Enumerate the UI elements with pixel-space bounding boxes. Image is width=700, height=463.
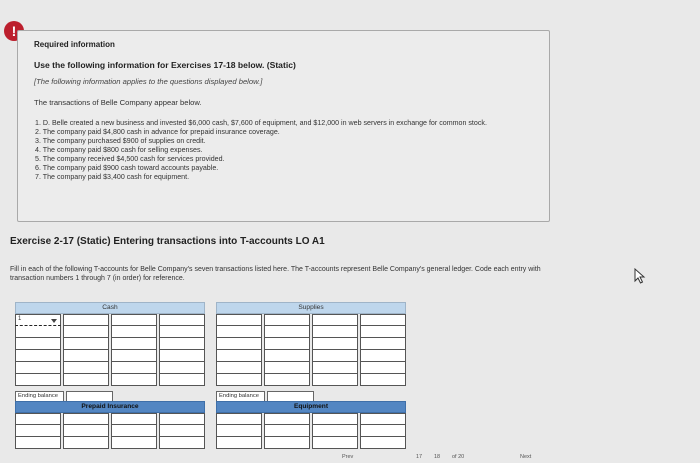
transaction-number: 1 xyxy=(18,316,22,322)
supplies-debit-amount[interactable] xyxy=(264,350,310,362)
cash-credit-amount-column xyxy=(159,314,205,386)
prepaid-credit-amount[interactable] xyxy=(159,413,205,425)
cash-credit-column xyxy=(111,314,157,386)
supplies-debit-amount[interactable] xyxy=(264,326,310,338)
equipment-debit-cell[interactable] xyxy=(216,425,262,437)
cash-debit-row-1-select[interactable] xyxy=(15,314,61,326)
cash-credit-cell[interactable] xyxy=(111,362,157,374)
prepaid-debit-cell[interactable] xyxy=(15,437,61,449)
cash-credit-cell[interactable] xyxy=(111,326,157,338)
cash-debit-amount[interactable] xyxy=(63,374,109,386)
supplies-credit-amount[interactable] xyxy=(360,374,406,386)
cash-credit-cell[interactable] xyxy=(111,374,157,386)
t-account-header-equipment: Equipment xyxy=(216,401,406,413)
t-account-equipment xyxy=(216,401,406,449)
cash-debit-cell[interactable] xyxy=(15,326,61,338)
cash-credit-amount[interactable] xyxy=(159,350,205,362)
cash-debit-amount[interactable] xyxy=(63,314,109,326)
cash-debit-column xyxy=(15,314,61,386)
cash-credit-cell[interactable] xyxy=(111,314,157,326)
alert-icon: ! xyxy=(4,21,24,41)
t-account-header-cash: Cash xyxy=(15,302,205,314)
supplies-credit-amount[interactable] xyxy=(360,350,406,362)
prepaid-credit-cell[interactable] xyxy=(111,437,157,449)
t-account-prepaid-insurance xyxy=(15,401,205,449)
transaction-item: 1. D. Belle created a new business and invested $6,000 cash, $7,600 of equipment, and $12,000 in web servers in exchange for common stock. xyxy=(35,119,487,127)
supplies-credit-amount[interactable] xyxy=(360,338,406,350)
supplies-debit-amount[interactable] xyxy=(264,362,310,374)
question-navigation-bar xyxy=(330,451,700,463)
supplies-debit-amount[interactable] xyxy=(264,374,310,386)
prepaid-credit-amount[interactable] xyxy=(159,425,205,437)
supplies-credit-cell[interactable] xyxy=(312,338,358,350)
equipment-credit-cell[interactable] xyxy=(312,425,358,437)
information-note: [The following information applies to the questions displayed below.] xyxy=(34,77,263,86)
cash-debit-amount[interactable] xyxy=(63,326,109,338)
transaction-item: 4. The company paid $800 cash for selling expenses. xyxy=(35,146,203,154)
equipment-credit-cell[interactable] xyxy=(312,437,358,449)
prev-button[interactable]: Prev xyxy=(342,454,354,460)
equipment-debit-amount[interactable] xyxy=(264,425,310,437)
cash-credit-cell[interactable] xyxy=(111,350,157,362)
prepaid-debit-amount[interactable] xyxy=(63,413,109,425)
transactions-intro: The transactions of Belle Company appear below. xyxy=(34,98,202,107)
supplies-debit-cell[interactable] xyxy=(216,362,262,374)
t-account-header-supplies: Supplies xyxy=(216,302,406,314)
supplies-debit-cell[interactable] xyxy=(216,350,262,362)
transaction-item: 6. The company paid $900 cash toward accounts payable. xyxy=(35,164,219,172)
equipment-debit-amount[interactable] xyxy=(264,437,310,449)
next-button[interactable]: Next xyxy=(520,454,532,460)
prepaid-debit-cell[interactable] xyxy=(15,425,61,437)
equipment-debit-cell[interactable] xyxy=(216,437,262,449)
chevron-down-icon[interactable] xyxy=(51,319,57,323)
cash-debit-amount-column xyxy=(63,314,109,386)
cash-credit-amount[interactable] xyxy=(159,326,205,338)
cash-credit-amount[interactable] xyxy=(159,314,205,326)
t-account-supplies xyxy=(216,302,406,402)
required-information-title: Required information xyxy=(34,40,115,49)
transaction-list xyxy=(35,119,525,182)
transaction-item: 2. The company paid $4,800 cash in advance for prepaid insurance coverage. xyxy=(35,128,280,136)
cash-debit-amount[interactable] xyxy=(63,362,109,374)
supplies-debit-cell[interactable] xyxy=(216,314,262,326)
cash-debit-cell[interactable] xyxy=(15,350,61,362)
cash-debit-cell[interactable] xyxy=(15,362,61,374)
supplies-credit-amount[interactable] xyxy=(360,314,406,326)
cash-credit-cell[interactable] xyxy=(111,338,157,350)
equipment-credit-cell[interactable] xyxy=(312,413,358,425)
cash-credit-amount[interactable] xyxy=(159,362,205,374)
required-information-panel xyxy=(17,30,550,222)
use-information-heading: Use the following information for Exercises 17-18 below. (Static) xyxy=(34,60,296,70)
prepaid-credit-cell[interactable] xyxy=(111,425,157,437)
prepaid-credit-cell[interactable] xyxy=(111,413,157,425)
cash-credit-amount[interactable] xyxy=(159,338,205,350)
cash-credit-amount[interactable] xyxy=(159,374,205,386)
page-total: of 20 xyxy=(452,454,465,460)
t-account-cash xyxy=(15,302,205,402)
exercise-instructions: Fill in each of the following T-accounts for Belle Company's seven transactions listed here. The T-accounts represent Belle Company's general ledger. Code each entry with transaction numbers 1 through 7 (in order) for reference. xyxy=(10,266,541,282)
supplies-credit-amount[interactable] xyxy=(360,362,406,374)
supplies-credit-amount[interactable] xyxy=(360,326,406,338)
cash-debit-cell[interactable] xyxy=(15,374,61,386)
cash-debit-cell[interactable] xyxy=(15,338,61,350)
supplies-debit-cell[interactable] xyxy=(216,374,262,386)
supplies-credit-cell[interactable] xyxy=(312,362,358,374)
supplies-debit-amount[interactable] xyxy=(264,338,310,350)
transaction-item: 5. The company received $4,500 cash for services provided. xyxy=(35,155,225,163)
prepaid-debit-amount[interactable] xyxy=(63,425,109,437)
transaction-item: 3. The company purchased $900 of supplies on credit. xyxy=(35,137,206,145)
equipment-credit-amount[interactable] xyxy=(360,425,406,437)
equipment-debit-cell[interactable] xyxy=(216,413,262,425)
equipment-credit-amount[interactable] xyxy=(360,437,406,449)
prepaid-debit-cell[interactable] xyxy=(15,413,61,425)
prepaid-debit-amount[interactable] xyxy=(63,437,109,449)
equipment-credit-amount[interactable] xyxy=(360,413,406,425)
t-account-header-prepaid-insurance: Prepaid Insurance xyxy=(15,401,205,413)
cash-ending-balance-label: Ending balance xyxy=(15,391,64,402)
supplies-debit-cell[interactable] xyxy=(216,326,262,338)
supplies-credit-cell[interactable] xyxy=(312,326,358,338)
supplies-credit-cell[interactable] xyxy=(312,350,358,362)
supplies-credit-cell[interactable] xyxy=(312,374,358,386)
supplies-ending-balance-label: Ending balance xyxy=(216,391,265,402)
supplies-debit-amount[interactable] xyxy=(264,314,310,326)
supplies-credit-cell[interactable] xyxy=(312,314,358,326)
page-indicator-b: 18 xyxy=(434,454,441,460)
mouse-cursor-icon xyxy=(633,268,647,284)
equipment-debit-amount[interactable] xyxy=(264,413,310,425)
transaction-item: 7. The company paid $3,400 cash for equipment. xyxy=(35,173,190,181)
cash-debit-amount[interactable] xyxy=(63,350,109,362)
supplies-debit-cell[interactable] xyxy=(216,338,262,350)
cash-debit-amount[interactable] xyxy=(63,338,109,350)
prepaid-credit-amount[interactable] xyxy=(159,437,205,449)
exercise-title: Exercise 2-17 (Static) Entering transactions into T-accounts LO A1 xyxy=(10,236,325,247)
page-indicator-a: 17 xyxy=(416,454,423,460)
